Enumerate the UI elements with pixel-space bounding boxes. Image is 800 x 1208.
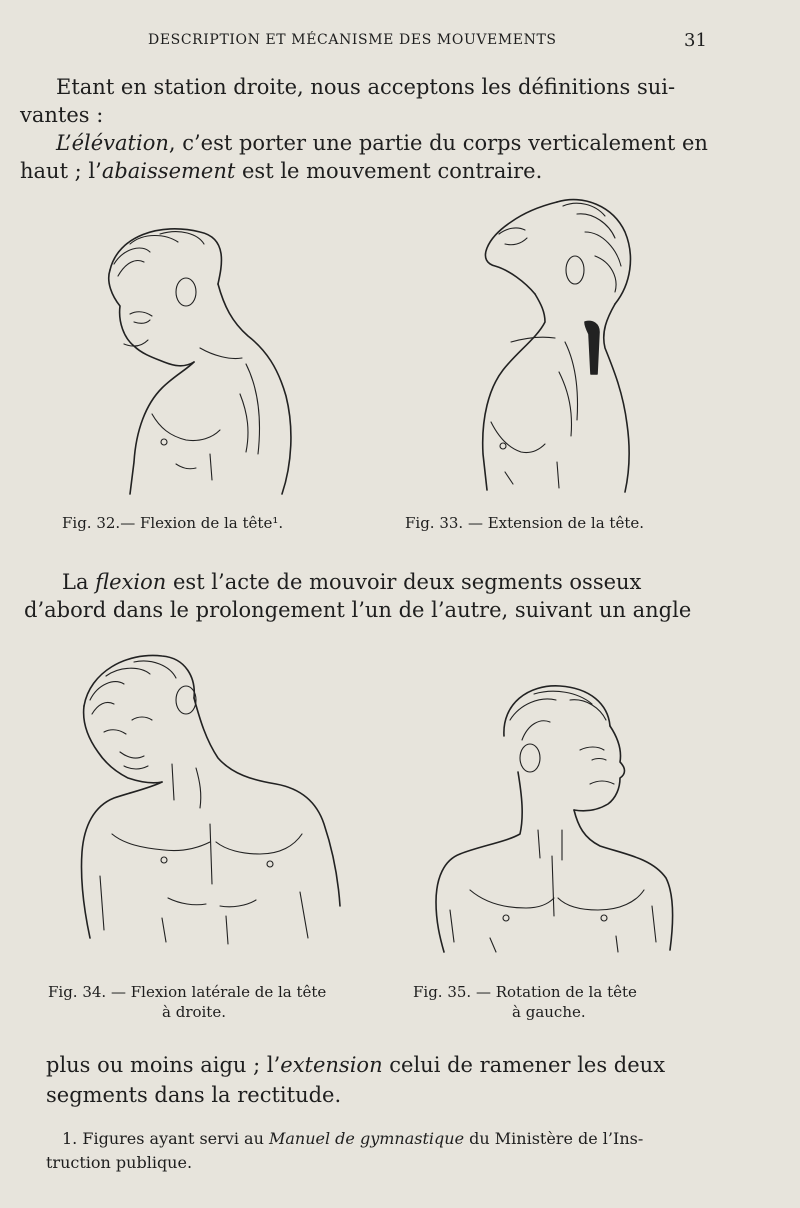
text-line: plus ou moins aigu ; l’extension celui de ramener les deux: [46, 1053, 666, 1077]
figure-35-illustration: [430, 680, 678, 958]
footnote-book-title: Manuel de gymnastique: [268, 1129, 465, 1148]
text-line: La flexion est l’acte de mouvoir deux segments osseux: [62, 570, 642, 594]
text-line: segments dans la rectitude.: [46, 1083, 342, 1107]
text-line: 1. Figures ayant servi au Manuel de gymnastique du Ministère de l’Ins-: [62, 1129, 644, 1148]
running-header: [0, 32, 800, 56]
figure-34-illustration: [76, 648, 346, 953]
figure-32-illustration: [90, 218, 310, 503]
footnote-continued: truction publique.: [46, 1153, 193, 1172]
page-number: 31: [684, 30, 707, 51]
running-title: DESCRIPTION ET MÉCANISME DES MOUVEMENTS: [148, 32, 557, 48]
text-line: haut ; l’abaissement est le mouvement contraire.: [20, 159, 543, 183]
text-line: vantes :: [20, 103, 104, 127]
term-elevation: L’élévation: [56, 131, 169, 155]
term-extension: extension: [280, 1053, 383, 1077]
figure-34-caption: Fig. 34. — Flexion latérale de la tête à droite.: [48, 983, 327, 1021]
figure-35-caption: Fig. 35. — Rotation de la tête à gauche.: [413, 983, 637, 1021]
text-line: Etant en station droite, nous acceptons les définitions sui-: [56, 75, 676, 99]
term-flexion: flexion: [95, 570, 167, 594]
text-line: L’élévation, c’est porter une partie du corps verticalement en: [56, 131, 708, 155]
text-line: d’abord dans le prolongement l’un de l’autre, suivant un angle: [24, 598, 692, 622]
figure-32-caption: Fig. 32.— Flexion de la tête¹.: [62, 514, 284, 532]
figure-33-illustration: [465, 192, 645, 497]
figure-33-caption: Fig. 33. — Extension de la tête.: [405, 514, 644, 532]
footnote: [62, 1129, 643, 1148]
term-abaissement: abaissement: [101, 159, 236, 183]
